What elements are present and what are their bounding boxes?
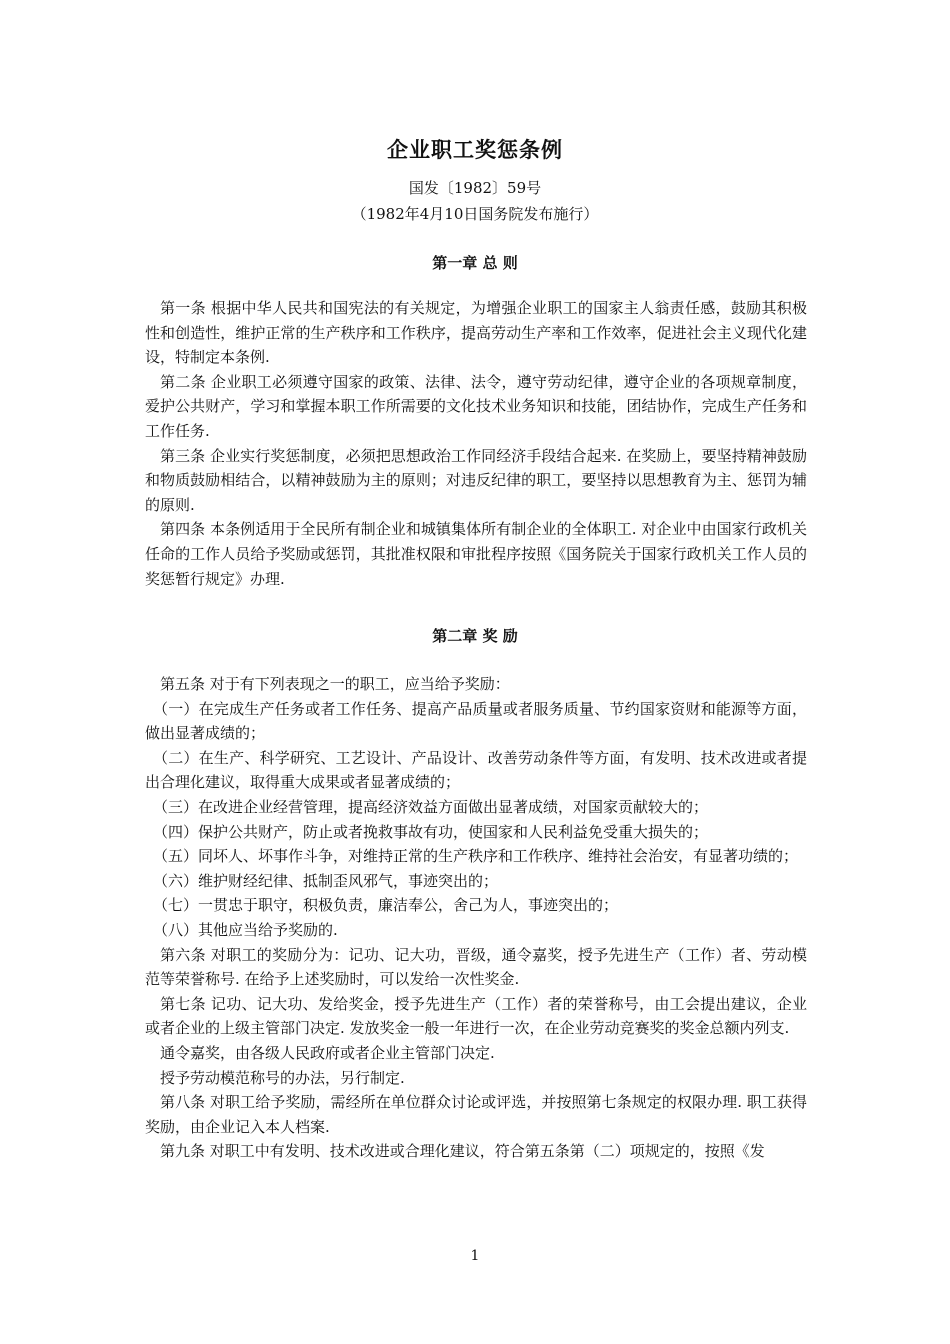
article-5: 第五条 对于有下列表现之一的职工，应当给予奖励： [160,675,510,693]
document-number: 国发〔1982〕59号 [408,179,542,197]
document-title: 企业职工奖惩条例 [387,137,563,162]
article-7-model-worker: 授予劳动模范称号的办法，另行制定. [160,1068,405,1087]
article-8: 第八条 对职工给予奖励，需经所在单位群众讨论或评选，并按照第七条规定的权限办理. 职工获得奖励，由企业记入本人档案. [145,1093,807,1136]
article-6: 第六条 对职工的奖励分为：记功、记大功，晋级，通令嘉奖，授予先进生产（工作）者、劳动模范等荣誉称号. 在给予上述奖励时，可以发给一次性奖金. [145,945,807,989]
issue-note: （1982年4月10日国务院发布施行） [351,205,599,223]
list-item-5: （五）同坏人、坏事作斗争，对维持正常的生产秩序和工作秩序、维持社会治安，有显著功绩的； [153,847,799,866]
list-item-6: （六）维护财经纪律、抵制歪风邪气，事迹突出的； [153,871,499,890]
article-1: 第一条 根据中华人民共和国宪法的有关规定，为增强企业职工的国家主人翁责任感，鼓励其积极性和创造性，维护正常的生产秩序和工作秩序，提高劳动生产率和工作效率，促进社会主义现代化建设，特制定本条例. [145,299,807,367]
article-2: 第二条 企业职工必须遵守国家的政策、法律、法令，遵守劳动纪律，遵守企业的各项规章制度，爱护公共财产，学习和掌握本职工作所需要的文化技术业务知识和技能，团结协作，完成生产任务和工作任务. [145,372,807,440]
article-7: 第七条 记功、记大功、发给奖金，授予先进生产（工作）者的荣誉称号，由工会提出建议，企业或者企业的上级主管部门决定. 发放奖金一般一年进行一次，在企业劳动竞赛奖的奖金总额内列支. [145,994,807,1038]
article-9: 第九条 对职工中有发明、技术改进或合理化建议，符合第五条第（二）项规定的，按照《发 [160,1142,765,1161]
list-item-3: （三）在改进企业经营管理，提高经济效益方面做出显著成绩，对国家贡献较大的； [153,797,709,816]
chapter-2-body [145,672,807,1164]
list-item-4: （四）保护公共财产，防止或者挽救事故有功，使国家和人民利益免受重大损失的； [153,822,709,841]
list-item-7: （七）一贯忠于职守，积极负责，廉洁奉公，舍己为人，事迹突出的； [153,896,619,915]
list-item-1: （一）在完成生产任务或者工作任务、提高产品质量或者服务质量、节约国家资财和能源等方面，做出显著成绩的； [145,699,807,743]
chapter-1-heading: 第一章 总 则 [432,254,518,272]
list-item-8: （八）其他应当给予奖励的. [153,920,338,939]
page-number: 1 [470,1248,480,1264]
article-7-commendation: 通令嘉奖，由各级人民政府或者企业主管部门决定. [160,1043,495,1062]
chapter-2-heading: 第二章 奖 励 [432,627,518,645]
article-4: 第四条 本条例适用于全民所有制企业和城镇集体所有制企业的全体职工. 对企业中由国家行政机关任命的工作人员给予奖励或惩罚，其批准权限和审批程序按照《国务院关于国家行政机关工作人员的奖惩暂行规定》办理. [145,520,807,588]
article-3: 第三条 企业实行奖惩制度，必须把思想政治工作同经济手段结合起来. 在奖励上，要坚持精神鼓励和物质鼓励相结合，以精神鼓励为主的原则；对违反纪律的职工，要坚持以思想教育为主、惩罚为辅的原则. [145,446,807,514]
chapter-1-body [145,296,807,591]
list-item-2: （二）在生产、科学研究、工艺设计、产品设计、改善劳动条件等方面，有发明、技术改进或者提出合理化建议，取得重大成果或者显著成绩的； [145,748,807,792]
